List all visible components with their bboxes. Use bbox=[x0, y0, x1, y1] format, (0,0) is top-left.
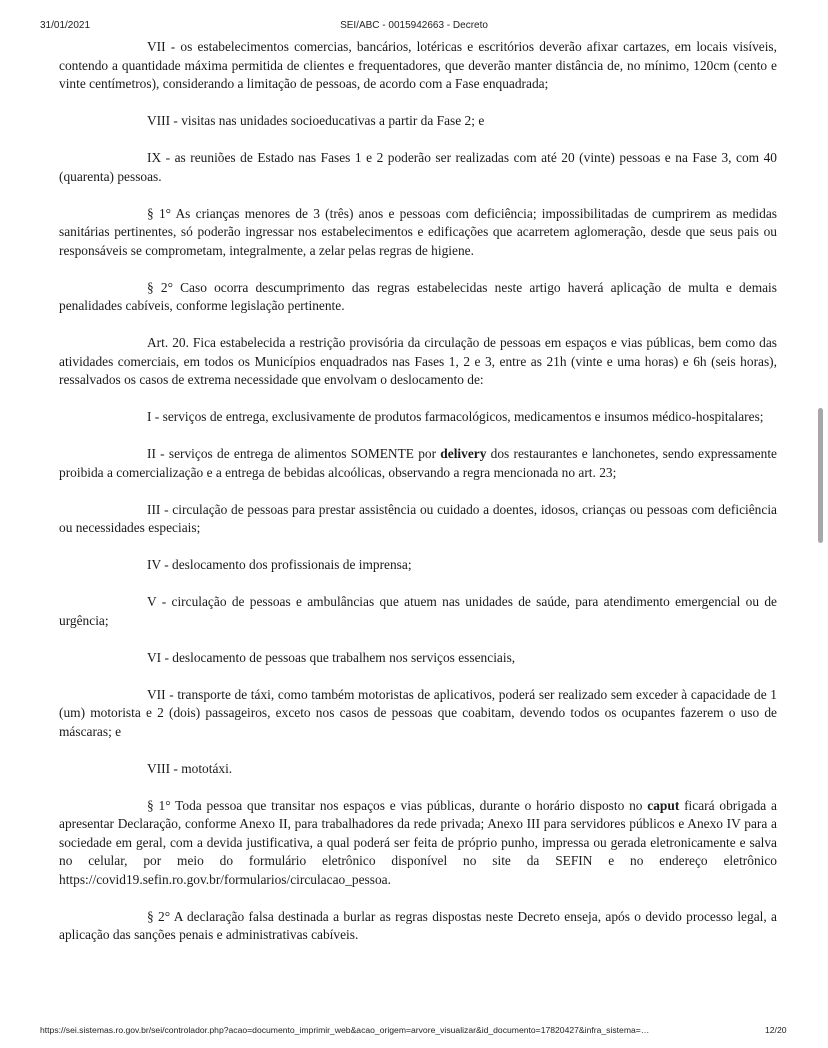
paragraph: § 2° Caso ocorra descumprimento das regras estabelecidas neste artigo haverá aplicação de multa e demais penalidades cabíveis, conforme legislação pertinente. bbox=[59, 279, 777, 313]
bold-term: caput bbox=[647, 797, 680, 813]
paragraph-delivery bbox=[59, 445, 777, 482]
bold-term: delivery bbox=[440, 446, 487, 461]
paragraph: IX - as reuniões de Estado nas Fases 1 e 2 poderão ser realizadas com até 20 (vinte) pessoas e na Fase 3, com 40 (quarenta) pessoas. bbox=[59, 150, 777, 184]
paragraph: III - circulação de pessoas para prestar assistência ou cuidado a doentes, idosos, crianças ou pessoas com deficiência ou necessidades especiais; bbox=[59, 501, 777, 535]
paragraph: IV - deslocamento dos profissionais de imprensa; bbox=[147, 557, 412, 572]
text-segment: dos restaurantes e lanchonetes, sendo expressamente proibida a comercialização e a entrega de bebidas alcoólicas, observando a regra mencionada no art. 23; bbox=[59, 446, 777, 480]
paragraph-caput bbox=[59, 797, 777, 890]
paragraph: § 1° As crianças menores de 3 (três) anos e pessoas com deficiência; impossibilitadas de cumprirem as medidas sanitárias pertinentes, só poderão ingressar nos estabelecimentos e edificações que acarretem aglomeração, desde que seus pais ou responsáveis se comprometam, integralmente, a zelar pelas regras de higiene. bbox=[59, 205, 777, 258]
paragraph: I - serviços de entrega, exclusivamente de produtos farmacológicos, medicamentos e insumos médico-hospitalares; bbox=[147, 409, 764, 424]
paragraph: VII - os estabelecimentos comercias, bancários, lotéricas e escritórios deverão afixar cartazes, em locais visíveis, contendo a quantidade máxima permitida de clientes e frequentadores, que deverão manter distância de, no mínimo, 120cm (cento e vinte centímetros), considerando a limitação de pessoas, de acordo com a Fase enquadrada; bbox=[59, 39, 777, 91]
document-title: SEI/ABC - 0015942663 - Decreto bbox=[340, 20, 488, 31]
text-segment: II - serviços de entrega de alimentos SOMENTE por bbox=[147, 446, 441, 461]
print-date: 31/01/2021 bbox=[40, 20, 91, 31]
footer-url: https://sei.sistemas.ro.gov.br/sei/controlador.php?acao=documento_imprimir_web&acao_origem=arvore_visualizar&id_documento=17820427&infra_sistema=… bbox=[40, 1025, 650, 1035]
paragraph: VIII - mototáxi. bbox=[147, 760, 233, 776]
paragraph: VII - transporte de táxi, como também motoristas de aplicativos, poderá ser realizado sem exceder à capacidade de 1 (um) motorista e 2 (dois) passageiros, exceto nos casos de pessoas que coabitam, devendo todos os ocupantes fazerem o uso de máscaras; e bbox=[59, 686, 777, 739]
document-body bbox=[59, 38, 777, 945]
paragraph: § 2° A declaração falsa destinada a burlar as regras dispostas neste Decreto enseja, após o devido processo legal, a aplicação das sanções penais e administrativas cabíveis. bbox=[59, 908, 777, 942]
page-number: 12/20 bbox=[765, 1025, 787, 1035]
paragraph: VI - deslocamento de pessoas que trabalhem nos serviços essenciais, bbox=[147, 649, 516, 665]
scrollbar-thumb[interactable] bbox=[818, 408, 823, 543]
text-segment: § 1° Toda pessoa que transitar nos espaços e vias públicas, durante o horário disposto no bbox=[147, 797, 648, 813]
text-segment: ficará obrigada a apresentar Declaração, conforme Anexo II, para trabalhadores da rede privada; Anexo III para servidores públicos e Anexo IV para a sociedade em geral, com a devida justificativa, a qual poderá ser feita de próprio punho, impressa ou gerada eletronicamente e salva no celular, por meio do formulário eletrônico disponível no site da SEFIN e no endereço eletrônico https://covid19.sefin.ro.gov.br/formularios/circulacao_pessoa. bbox=[59, 797, 777, 887]
paragraph: Art. 20. Fica estabelecida a restrição provisória da circulação de pessoas em espaços e vias públicas, bem como das atividades comerciais, em todos os Municípios enquadrados nas Fases 1, 2 e 3, entre as 21h (vinte e uma horas) e 6h (seis horas), ressalvados os casos de extrema necessidade que envolvam o deslocamento de: bbox=[59, 335, 777, 387]
paragraph: VIII - visitas nas unidades socioeducativas a partir da Fase 2; e bbox=[147, 113, 485, 128]
paragraph: V - circulação de pessoas e ambulâncias que atuem nas unidades de saúde, para atendimento emergencial ou de urgência; bbox=[59, 594, 777, 628]
